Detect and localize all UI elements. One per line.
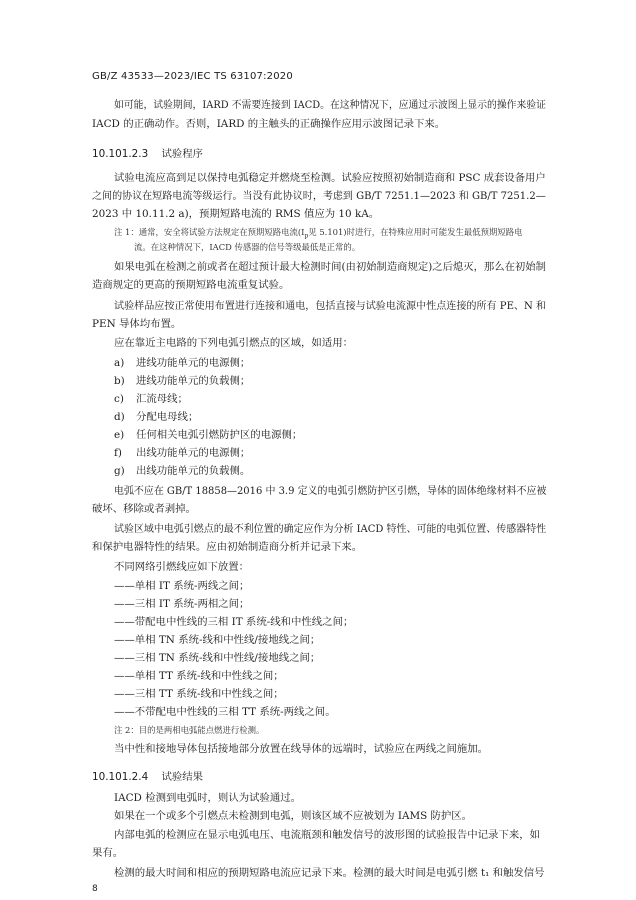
list-item-c: c) 汇流母线； <box>114 393 188 405</box>
dash-item-5: ——三相 TN 系统-线和中性线/接地线之间； <box>114 652 321 664</box>
section-number: 10.101.2.3 <box>92 148 149 160</box>
section-heading-procedure <box>92 145 203 160</box>
para-5-line-2: 破坏、移除或者剥掉。 <box>92 503 196 515</box>
dash-item-3: ——带配电中性线的三相 IT 系统-线和中性线之间； <box>114 616 354 628</box>
para-8: 当中性和接地导体包括接地部分放置在线导体的远端时，试验应在两线之间施加。 <box>114 743 489 755</box>
para-1-line-1: 试验电流应高到足以保持电弧稳定并燃烧至检测。试验应按照初始制造商和 PSC 成套设备用户 <box>114 172 546 184</box>
para-2-line-2: 造商规定的更高的预期短路电流重复试验。 <box>92 279 290 291</box>
para-3-line-2: PEN 导体均布置。 <box>92 318 182 330</box>
para-4: 应在靠近主电路的下列电弧引燃点的区域，如适用： <box>114 337 353 349</box>
para-11-line-1: 内部电弧的检测应在显示电弧电压、电流瓶颈和触发信号的波形图的试验报告中记录下来，如 <box>114 829 541 841</box>
list-item-e: e) 任何相关电弧引燃防护区的电源侧； <box>114 429 303 441</box>
section-heading-results <box>92 768 203 783</box>
note-1-line-1: 注 1：通常，安全将试验方法规定在预期短路电流($I_p$见 5.101)时进行，在特殊应用时可能发生最低预期短路电 <box>114 227 523 240</box>
list-item-a: a) 进线功能单元的电源侧； <box>114 357 251 369</box>
intro-line-2: IACD 的正确动作。否则，IARD 的主触头的正确操作应用示波图记录下来。 <box>92 118 446 130</box>
standard-header: GB/Z 43533—2023/IEC TS 63107:2020 <box>92 71 293 82</box>
dash-item-2: ——三相 IT 系统-两相之间； <box>114 598 250 610</box>
page-number: 8 <box>92 884 98 894</box>
dash-item-7: ——三相 TT 系统-线和中性线之间； <box>114 688 284 700</box>
para-5-line-1: 电弧不应在 GB/T 18858—2016 中 3.9 定义的电弧引燃防护区引燃，导体的固体绝缘材料不应被 <box>114 485 547 497</box>
section-title: 试验程序 <box>161 148 204 160</box>
para-10: 如果在一个或多个引燃点未检测到电弧，则该区域不应被划为 IAMS 防护区。 <box>114 810 473 822</box>
para-11-line-2: 果有。 <box>92 847 124 859</box>
note-2: 注 2：目的是两相电弧能点燃进行检测。 <box>114 725 265 735</box>
section-number: 10.101.2.4 <box>92 771 149 783</box>
para-3-line-1: 试验样品应按正常使用布置进行连接和通电，包括直接与试验电流源中性点连接的所有 PE、N 和 <box>114 300 547 312</box>
para-2-line-1: 如果电弧在检测之前或者在超过预计最大检测时间(由初始制造商规定)之后熄灭，那么在初始制 <box>114 261 546 273</box>
list-item-f: f) 出线功能单元的电源侧； <box>114 447 251 459</box>
section-title: 试验结果 <box>161 771 204 783</box>
para-6-line-1: 试验区域中电弧引燃点的最不利位置的确定应作为分析 IACD 特性、可能的电弧位置、传感器特性 <box>114 523 547 535</box>
dash-item-1: ——单相 IT 系统-两线之间； <box>114 580 250 592</box>
para-6-line-2: 和保护电器特性的结果。应由初始制造商分析并记录下来。 <box>92 541 363 553</box>
para-1-line-2: 之间的协议在短路电流等级运行。当没有此协议时，考虑到 GB/T 7251.1—2023 和 GB/T 7251.2— <box>92 190 546 202</box>
dash-item-6: ——单相 TT 系统-线和中性线之间； <box>114 670 284 682</box>
para-7: 不同网络引燃线应如下放置： <box>114 561 250 573</box>
dash-item-4: ——单相 TN 系统-线和中性线/接地线之间； <box>114 634 321 646</box>
para-12: 检测的最大时间和相应的预期短路电流应记录下来。检测的最大时间是电弧引燃 t₁ 和触发信号 <box>114 867 545 879</box>
list-item-g: g) 出线功能单元的负载侧。 <box>114 465 251 477</box>
intro-line-1: 如可能，试验期间，IARD 不需要连接到 IACD。在这种情况下，应通过示波图上显示的操作来验证 <box>114 99 546 111</box>
note-1-line-2: 流。在这种情况下，IACD 传感器的信号等级最低是正常的。 <box>134 242 361 252</box>
para-9: IACD 检测到电弧时，则认为试验通过。 <box>114 792 302 804</box>
para-1-line-3: 2023 中 10.11.2 a)，预期短路电流的 RMS 值应为 10 kA。 <box>92 208 380 220</box>
list-item-b: b) 进线功能单元的负载侧； <box>114 375 251 387</box>
dash-item-8: ——不带配电中性线的三相 TT 系统-两线之间。 <box>114 706 336 718</box>
list-item-d: d) 分配电母线； <box>114 411 199 423</box>
